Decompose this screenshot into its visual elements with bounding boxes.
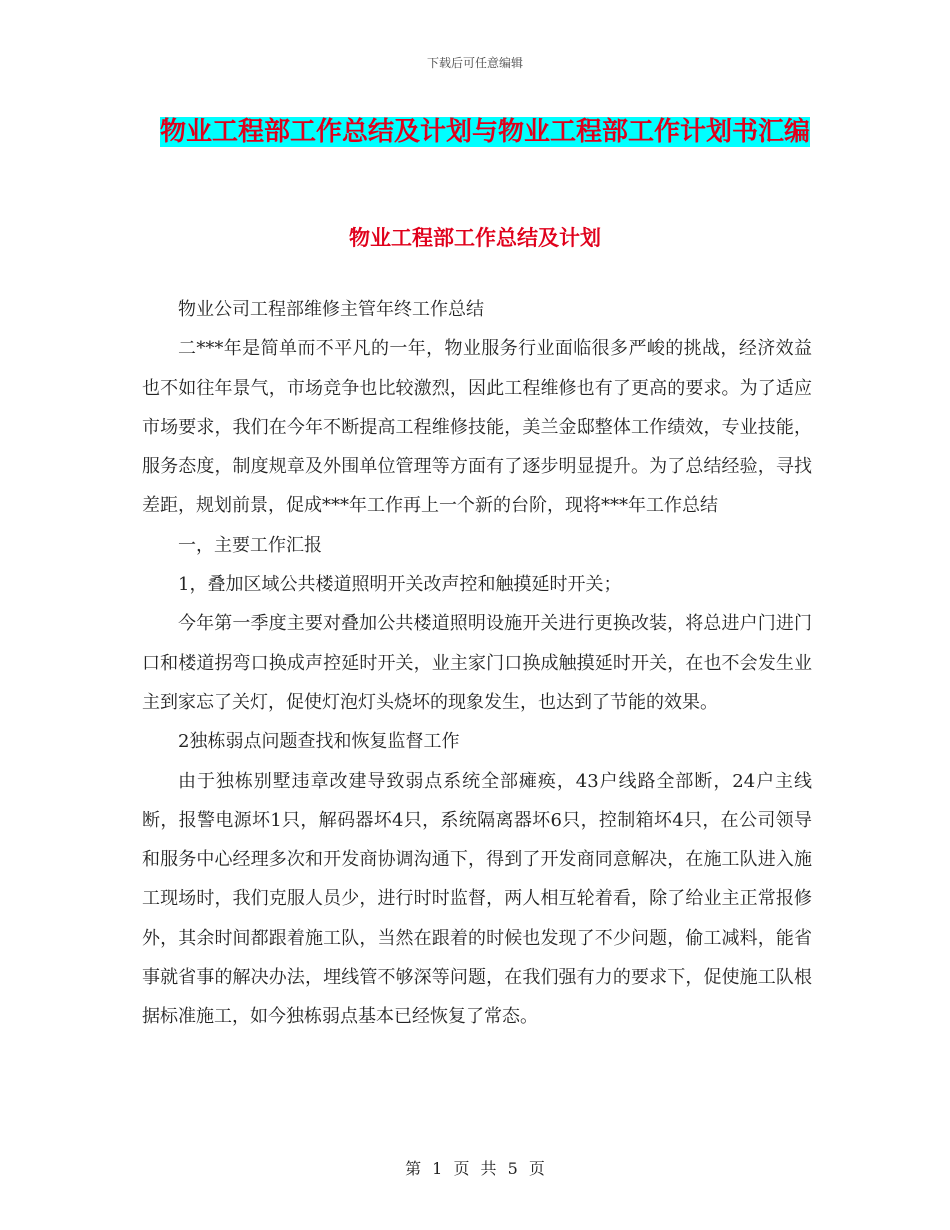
paragraph: 二***年是简单而不平凡的一年，物业服务行业面临很多严峻的挑战，经济效益也不如往年景气，市场竞争也比较激烈，因此工程维修也有了更高的要求。为了适应市场要求，我们在今年不断提高工程维修技能，美兰金邸整体工作绩效，专业技能，服务态度，制度规章及外围单位管理等方面有了逐步明显提升。为了总结经验，寻找差距，规划前景，促成***年工作再上一个新的台阶，现将***年工作总结 bbox=[142, 338, 812, 517]
section-title: 物业工程部工作总结及计划 bbox=[349, 226, 601, 250]
paragraph: 1，叠加区域公共楼道照明开关改声控和触摸延时开关； bbox=[178, 574, 622, 596]
document-title-text: 物业工程部工作总结及计划与物业工程部工作计划书汇编 bbox=[160, 117, 811, 147]
header-note: 下载后可任意编辑 bbox=[426, 56, 523, 70]
document-title bbox=[160, 108, 810, 156]
document-body bbox=[142, 290, 812, 1037]
paragraph: 物业公司工程部维修主管年终工作总结 bbox=[178, 299, 484, 320]
page-footer: 第 1 页 共 5 页 bbox=[405, 1159, 545, 1178]
paragraph: 由于独栋别墅违章改建导致弱点系统全部瘫痪，43户线路全部断，24户主线断，报警电源坏1只，解码器坏4只，系统隔离器坏6只，控制箱坏4只，在公司领导和服务中心经理多次和开发商协调沟通下，得到了开发商同意解决，在施工队进入施工现场时，我们克服人员少，进行时时监督，两人相互轮着看，除了给业主正常报修外，其余时间都跟着施工队，当然在跟着的时候也发现了不少问题，偷工减料，能省事就省事的解决办法，埋线管不够深等问题，在我们强有力的要求下，促使施工队根据标准施工，如今独栋弱点基本已经恢复了常态。 bbox=[142, 770, 812, 1028]
paragraph: 今年第一季度主要对叠加公共楼道照明设施开关进行更换改装，将总进户门进门口和楼道拐弯口换成声控延时开关，业主家门口换成触摸延时开关，在也不会发生业主到家忘了关灯，促使灯泡灯头烧坏的现象发生，也达到了节能的效果。 bbox=[142, 613, 812, 713]
paragraph: 一，主要工作汇报 bbox=[178, 534, 322, 556]
paragraph: 2独栋弱点问题查找和恢复监督工作 bbox=[178, 731, 460, 753]
